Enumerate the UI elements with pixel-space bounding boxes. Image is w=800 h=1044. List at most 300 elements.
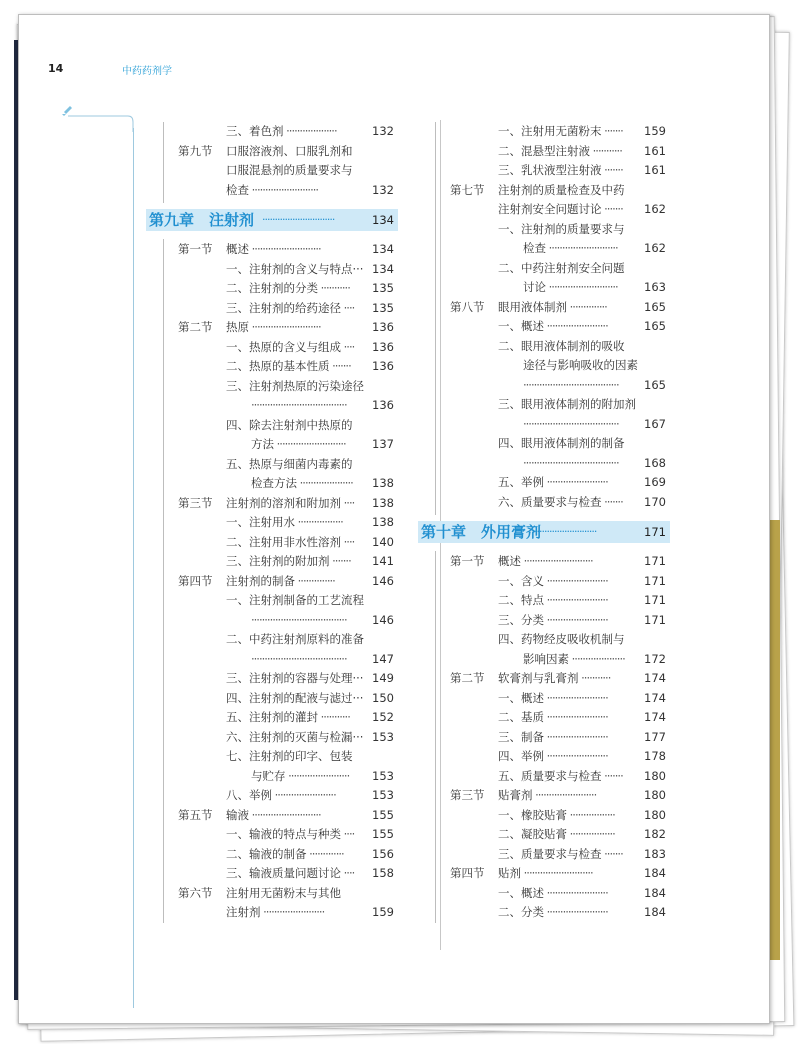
page-ref: 165 [644, 319, 666, 333]
leader-dots: ···································· [523, 455, 619, 470]
page-ref: 161 [644, 143, 666, 158]
entry-title: 三、着色剂 [226, 124, 284, 138]
page-ref: 135 [372, 281, 394, 295]
toc-entry[interactable] [418, 903, 670, 923]
page-ref: 132 [372, 124, 394, 138]
page-ref: 138 [372, 476, 394, 490]
toc-entry[interactable] [418, 259, 670, 279]
toc-entry[interactable] [418, 415, 670, 435]
leader-dots: ················· [567, 827, 615, 841]
leader-dots: ······· [329, 359, 351, 373]
toc-entry[interactable] [146, 728, 398, 748]
page-ref: 167 [644, 416, 666, 431]
leader-dots: ·························· [274, 437, 346, 451]
leader-dots: ··················· [283, 124, 337, 138]
leader-dots: ··········· [318, 281, 350, 295]
section-number: 第六节 [178, 885, 213, 900]
toc-entry[interactable] [146, 299, 398, 319]
entry-title: 注射用无菌粉末与其他 [226, 885, 341, 900]
leader-dots: ······················· [544, 885, 608, 900]
toc-entry[interactable] [418, 650, 670, 670]
toc-entry[interactable] [418, 493, 670, 513]
toc-section-entry[interactable] [146, 142, 398, 162]
entry-title: 三、分类 [498, 612, 544, 627]
page-ref: 146 [372, 573, 394, 588]
section-number: 第一节 [178, 242, 213, 256]
page-ref: 136 [372, 359, 394, 373]
page-ref: 158 [372, 866, 394, 880]
entry-title: 一、注射用无菌粉末 [498, 124, 602, 138]
entry-title: 检查方法 [251, 476, 297, 490]
entry-title: 影响因素 [523, 651, 569, 666]
book-title: 中药药剂学 [122, 66, 172, 77]
page-ref: 138 [372, 495, 394, 510]
entry-title: 七、注射剂的印字、包装 [226, 749, 353, 763]
leader-dots: ···················· [297, 476, 353, 490]
entry-title: 热原 [226, 320, 249, 334]
leader-dots: ······················· [544, 749, 608, 763]
page-number: 14 [48, 62, 64, 75]
toc-section-entry[interactable] [146, 884, 398, 904]
leader-dots: ······················· [544, 573, 608, 588]
leader-dots: ························· [249, 182, 319, 197]
toc-entry[interactable] [146, 338, 398, 358]
toc-entry[interactable] [418, 337, 670, 357]
page-ref: 153 [372, 729, 394, 744]
entry-title: 一、概述 [498, 885, 544, 900]
section-number: 第二节 [450, 671, 485, 685]
toc-section-entry[interactable] [146, 240, 398, 260]
leader-dots: ····························· [262, 213, 335, 226]
toc-right-column [418, 122, 670, 923]
entry-title: 三、注射剂的附加剂 [226, 554, 330, 568]
entry-title: 四、药物经皮吸收机制与 [498, 632, 625, 646]
toc-entry[interactable] [146, 357, 398, 377]
page-ref: 169 [644, 475, 666, 489]
toc-section-entry[interactable] [418, 669, 670, 689]
toc-entry[interactable] [418, 806, 670, 826]
entry-title: 二、注射剂的分类 [226, 281, 318, 295]
leader-dots: ······················· [544, 612, 608, 627]
entry-title: 检查 [523, 241, 546, 255]
page-ref: 184 [644, 866, 666, 880]
page-ref: 161 [644, 163, 666, 177]
toc-entry[interactable] [146, 416, 398, 436]
entry-title: 三、注射剂的给药途径 [226, 300, 341, 315]
leader-dots: ························· [534, 525, 597, 538]
toc-entry[interactable] [146, 669, 398, 689]
page-ref: 149 [372, 671, 394, 685]
section-number: 第九节 [178, 143, 213, 158]
toc-entry[interactable] [146, 377, 398, 397]
page-ref: 150 [372, 690, 394, 705]
toc-entry[interactable] [418, 473, 670, 493]
page-ref: 153 [372, 768, 394, 783]
leader-dots: ··········· [318, 710, 350, 724]
leader-dots: ······· [601, 494, 623, 509]
page-ref: 162 [644, 202, 666, 216]
toc-entry[interactable] [146, 591, 398, 611]
leader-dots: ···· [341, 534, 355, 549]
entry-title: 一、输液的特点与种类 [226, 827, 341, 841]
entry-title: 三、质量要求与检查 [498, 846, 602, 861]
decorative-rule [133, 128, 134, 1008]
leader-dots: ······· [601, 124, 623, 138]
entry-title: 三、制备 [498, 729, 544, 744]
page-ref: 178 [644, 749, 666, 763]
page-ref: 184 [644, 905, 666, 919]
toc-entry[interactable] [418, 376, 670, 396]
leader-dots: ······· [601, 163, 623, 177]
page-ref: 146 [372, 612, 394, 627]
leader-dots: ···································· [251, 398, 347, 412]
entry-title: 五、注射剂的灌封 [226, 710, 318, 724]
page-ref: 134 [372, 261, 394, 276]
toc-entry[interactable] [418, 728, 670, 748]
page-ref: 174 [644, 671, 666, 685]
entry-title: 一、注射剂制备的工艺流程 [226, 593, 364, 607]
page-ref: 153 [372, 788, 394, 802]
leader-dots: ······················· [544, 475, 608, 489]
toc-entry[interactable] [418, 239, 670, 259]
leader-dots: ···· [341, 866, 355, 880]
toc-entry[interactable] [146, 552, 398, 572]
section-rule [163, 239, 164, 923]
toc-entry[interactable] [418, 884, 670, 904]
entry-title: 二、凝胶贴膏 [498, 827, 567, 841]
entry-title: 注射剂的溶剂和附加剂 [226, 495, 341, 510]
entry-title: 口服混悬剂的质量要求与 [226, 163, 353, 177]
toc-section-entry[interactable] [418, 552, 670, 572]
entry-title: 三、乳状液型注射液 [498, 163, 602, 177]
leader-dots: ···················· [569, 651, 625, 666]
section-number: 第五节 [178, 807, 213, 822]
section-number: 第八节 [450, 299, 485, 314]
entry-title: 一、注射剂的质量要求与 [498, 221, 625, 236]
page-ref: 147 [372, 651, 394, 666]
entry-title: 一、含义 [498, 573, 544, 588]
section-number: 第一节 [450, 554, 485, 568]
entry-title: 二、注射用非水性溶剂 [226, 534, 341, 549]
leader-dots: ·························· [546, 280, 618, 294]
toc-entry[interactable] [146, 630, 398, 650]
leader-dots: ···································· [523, 377, 619, 392]
toc-entry[interactable] [418, 747, 670, 767]
toc-section-entry[interactable] [418, 298, 670, 318]
entry-title: 输液 [226, 807, 249, 822]
toc-entry[interactable] [418, 591, 670, 611]
toc-entry[interactable] [418, 689, 670, 709]
toc-entry[interactable] [418, 278, 670, 298]
section-number: 第二节 [178, 320, 213, 334]
section-rule [435, 551, 436, 923]
toc-entry[interactable] [146, 903, 398, 923]
page-ref: 135 [372, 300, 394, 315]
section-rule [163, 122, 164, 203]
entry-title: 注射剂的制备 [226, 573, 295, 588]
toc-entry[interactable] [146, 474, 398, 494]
page-ref: 171 [644, 593, 666, 607]
toc-left-column [146, 122, 398, 923]
toc-section-entry[interactable] [418, 181, 670, 201]
entry-title: 二、混悬型注射液 [498, 143, 590, 158]
entry-title: 注射剂 [226, 905, 261, 919]
leader-dots: ················· [295, 515, 343, 529]
entry-title: 六、质量要求与检查 [498, 494, 602, 509]
leader-dots: ···· [341, 339, 355, 354]
leader-dots: ·························· [249, 242, 321, 256]
entry-title: 二、分类 [498, 905, 544, 919]
page-ref: 168 [644, 455, 666, 470]
toc-entry[interactable] [418, 317, 670, 337]
section-number: 第四节 [178, 573, 213, 588]
leader-dots: ······················· [260, 905, 325, 919]
toc-entry[interactable] [146, 161, 398, 181]
entry-title: 二、中药注射剂原料的准备 [226, 632, 364, 646]
toc-entry[interactable] [146, 786, 398, 806]
toc-entry[interactable] [146, 825, 398, 845]
toc-entry[interactable] [146, 435, 398, 455]
entry-title: 六、注射剂的灭菌与检漏··· [226, 729, 364, 744]
entry-title: 五、质量要求与检查 [498, 768, 602, 783]
entry-title: 注射剂的质量检查及中药 [498, 182, 625, 197]
page-ref: 165 [644, 377, 666, 392]
leader-dots: ······················· [544, 710, 608, 724]
toc-entry[interactable] [418, 767, 670, 787]
entry-title: 五、热原与细菌内毒素的 [226, 456, 353, 471]
entry-title: 与贮存 [251, 768, 286, 783]
toc-entry[interactable] [418, 122, 670, 142]
page-ref: 171 [644, 573, 666, 588]
chapter-title: 第九章 注射剂 [149, 211, 255, 229]
entry-title: 二、中药注射剂安全问题 [498, 260, 625, 275]
entry-title: 一、概述 [498, 319, 544, 333]
page-ref: 140 [372, 534, 394, 549]
toc-entry[interactable] [146, 513, 398, 533]
chapter-heading[interactable] [418, 521, 670, 543]
entry-title: 四、举例 [498, 749, 544, 763]
page-ref: 182 [644, 827, 666, 841]
leader-dots: ······················· [285, 768, 350, 783]
entry-title: 注射剂安全问题讨论 [498, 202, 602, 216]
entry-title: 一、橡胶贴膏 [498, 807, 567, 822]
toc-entry[interactable] [146, 650, 398, 670]
book-cover-edge [770, 520, 780, 960]
page-ref: 134 [372, 242, 394, 256]
leader-dots: ······················· [272, 788, 336, 802]
entry-title: 贴膏剂 [498, 788, 533, 802]
leader-dots: ······················· [532, 788, 597, 802]
leader-dots: ············· [306, 846, 344, 861]
toc-entry[interactable] [418, 825, 670, 845]
toc-entry[interactable] [146, 708, 398, 728]
page-ref: 180 [644, 807, 666, 822]
page-ref: 177 [644, 729, 666, 744]
toc-entry[interactable] [146, 455, 398, 475]
page-ref: 132 [372, 182, 394, 197]
page-ref: 152 [372, 710, 394, 724]
entry-title: 检查 [226, 182, 249, 197]
page-ref: 159 [372, 905, 394, 919]
toc-entry[interactable] [146, 611, 398, 631]
toc-section-entry[interactable] [418, 864, 670, 884]
toc-entry[interactable] [146, 122, 398, 142]
leader-dots: ·························· [249, 807, 321, 822]
entry-title: 二、输液的制备 [226, 846, 307, 861]
toc-entry[interactable] [418, 220, 670, 240]
entry-title: 二、基质 [498, 710, 544, 724]
page-ref: 163 [644, 280, 666, 294]
leader-dots: ······················· [544, 319, 608, 333]
page-ref: 137 [372, 437, 394, 451]
toc-entry[interactable] [418, 161, 670, 181]
entry-title: 一、注射剂的含义与特点··· [226, 261, 364, 276]
section-number: 第四节 [450, 866, 485, 880]
page-ref: 134 [372, 213, 394, 227]
toc-entry[interactable] [146, 396, 398, 416]
toc-entry[interactable] [418, 434, 670, 454]
entry-title: 软膏剂与乳膏剂 [498, 671, 579, 685]
chapter-title: 第十章 外用膏剂 [421, 523, 542, 541]
entry-title: 三、输液质量问题讨论 [226, 866, 341, 880]
chapter-heading[interactable] [146, 209, 398, 231]
entry-title: 讨论 [523, 280, 546, 294]
page-ref: 171 [644, 612, 666, 627]
leader-dots: ·············· [567, 299, 607, 314]
section-number: 第七节 [450, 182, 485, 197]
toc-section-entry[interactable] [146, 494, 398, 514]
toc-entry[interactable] [418, 142, 670, 162]
page-ref: 165 [644, 299, 666, 314]
entry-title: 四、除去注射剂中热原的 [226, 417, 353, 432]
toc-entry[interactable] [418, 200, 670, 220]
leader-dots: ···································· [251, 612, 347, 627]
toc-entry[interactable] [418, 630, 670, 650]
entry-title: 眼用液体制剂 [498, 299, 567, 314]
leader-dots: ·························· [521, 866, 593, 880]
toc-entry[interactable] [146, 689, 398, 709]
toc-entry[interactable] [146, 279, 398, 299]
section-number: 第三节 [450, 788, 485, 802]
section-number: 第三节 [178, 495, 213, 510]
toc-entry[interactable] [418, 356, 670, 376]
entry-title: 一、注射用水 [226, 515, 295, 529]
toc-entry[interactable] [146, 260, 398, 280]
entry-title: 四、眼用液体制剂的制备 [498, 436, 625, 450]
leader-dots: ···· [341, 495, 355, 510]
leader-dots: ······················· [544, 905, 608, 919]
leader-dots: ···································· [523, 416, 619, 431]
entry-title: 贴剂 [498, 866, 521, 880]
leader-dots: ···· [341, 300, 355, 315]
page-ref: 136 [372, 320, 394, 334]
leader-dots: ······· [601, 846, 623, 861]
entry-title: 途径与影响吸收的因素 [523, 358, 638, 372]
toc-entry[interactable] [418, 708, 670, 728]
page-ref: 174 [644, 710, 666, 724]
leader-dots: ···· [341, 827, 355, 841]
toc-entry[interactable] [146, 864, 398, 884]
page-ref: 159 [644, 124, 666, 138]
page-ref: 170 [644, 494, 666, 509]
leader-dots: ······· [601, 768, 623, 783]
entry-title: 三、注射剂热原的污染途径 [226, 378, 364, 393]
page-ref: 155 [372, 807, 394, 822]
toc-entry[interactable] [418, 611, 670, 631]
page-ref: 183 [644, 846, 666, 861]
leader-dots: ······················· [544, 593, 608, 607]
leader-dots: ······················· [544, 729, 608, 744]
entry-title: 方法 [251, 437, 274, 451]
page-ref: 162 [644, 241, 666, 255]
toc-section-entry[interactable] [418, 786, 670, 806]
toc-section-entry[interactable] [146, 318, 398, 338]
page-ref: 171 [644, 525, 666, 539]
toc-entry[interactable] [418, 454, 670, 474]
toc-entry[interactable] [146, 767, 398, 787]
leader-dots: ·························· [546, 241, 618, 255]
pen-decoration-icon [48, 102, 138, 132]
toc-entry[interactable] [146, 181, 398, 201]
page-ref: 174 [644, 690, 666, 705]
toc-entry[interactable] [146, 747, 398, 767]
toc-entry[interactable] [418, 395, 670, 415]
page-ref: 171 [644, 554, 666, 568]
toc-section-entry[interactable] [146, 806, 398, 826]
entry-title: 口服溶液剂、口服乳剂和 [226, 143, 353, 158]
entry-title: 五、举例 [498, 475, 544, 489]
entry-title: 一、概述 [498, 690, 544, 705]
leader-dots: ······· [329, 554, 351, 568]
toc-entry[interactable] [418, 572, 670, 592]
leader-dots: ··········· [590, 143, 622, 158]
leader-dots: ·············· [295, 573, 335, 588]
entry-title: 一、热原的含义与组成 [226, 339, 341, 354]
entry-title: 概述 [226, 242, 249, 256]
leader-dots: ···································· [251, 651, 347, 666]
leader-dots: ·························· [521, 554, 593, 568]
entry-title: 三、眼用液体制剂的附加剂 [498, 397, 636, 411]
entry-title: 八、举例 [226, 788, 272, 802]
entry-title: 二、眼用液体制剂的吸收 [498, 338, 625, 353]
leader-dots: ················· [567, 807, 615, 822]
page-ref: 180 [644, 768, 666, 783]
entry-title: 四、注射剂的配液与滤过··· [226, 690, 364, 705]
entry-title: 二、热原的基本性质 [226, 359, 330, 373]
page-ref: 180 [644, 788, 666, 802]
page-ref: 184 [644, 885, 666, 900]
leader-dots: ······· [601, 202, 623, 216]
section-rule [435, 122, 436, 515]
page-ref: 156 [372, 846, 394, 861]
leader-dots: ······················· [544, 690, 608, 705]
toc-entry[interactable] [418, 845, 670, 865]
page-ref: 136 [372, 398, 394, 412]
page-ref: 138 [372, 515, 394, 529]
entry-title: 三、注射剂的容器与处理··· [226, 671, 364, 685]
toc-section-entry[interactable] [146, 572, 398, 592]
leader-dots: ·························· [249, 320, 321, 334]
entry-title: 概述 [498, 554, 521, 568]
page-ref: 172 [644, 651, 666, 666]
page-ref: 136 [372, 339, 394, 354]
toc-entry[interactable] [146, 845, 398, 865]
page-header [48, 62, 172, 77]
page-ref: 155 [372, 827, 394, 841]
leader-dots: ··········· [578, 671, 611, 685]
page-ref: 141 [372, 554, 394, 568]
toc-entry[interactable] [146, 533, 398, 553]
